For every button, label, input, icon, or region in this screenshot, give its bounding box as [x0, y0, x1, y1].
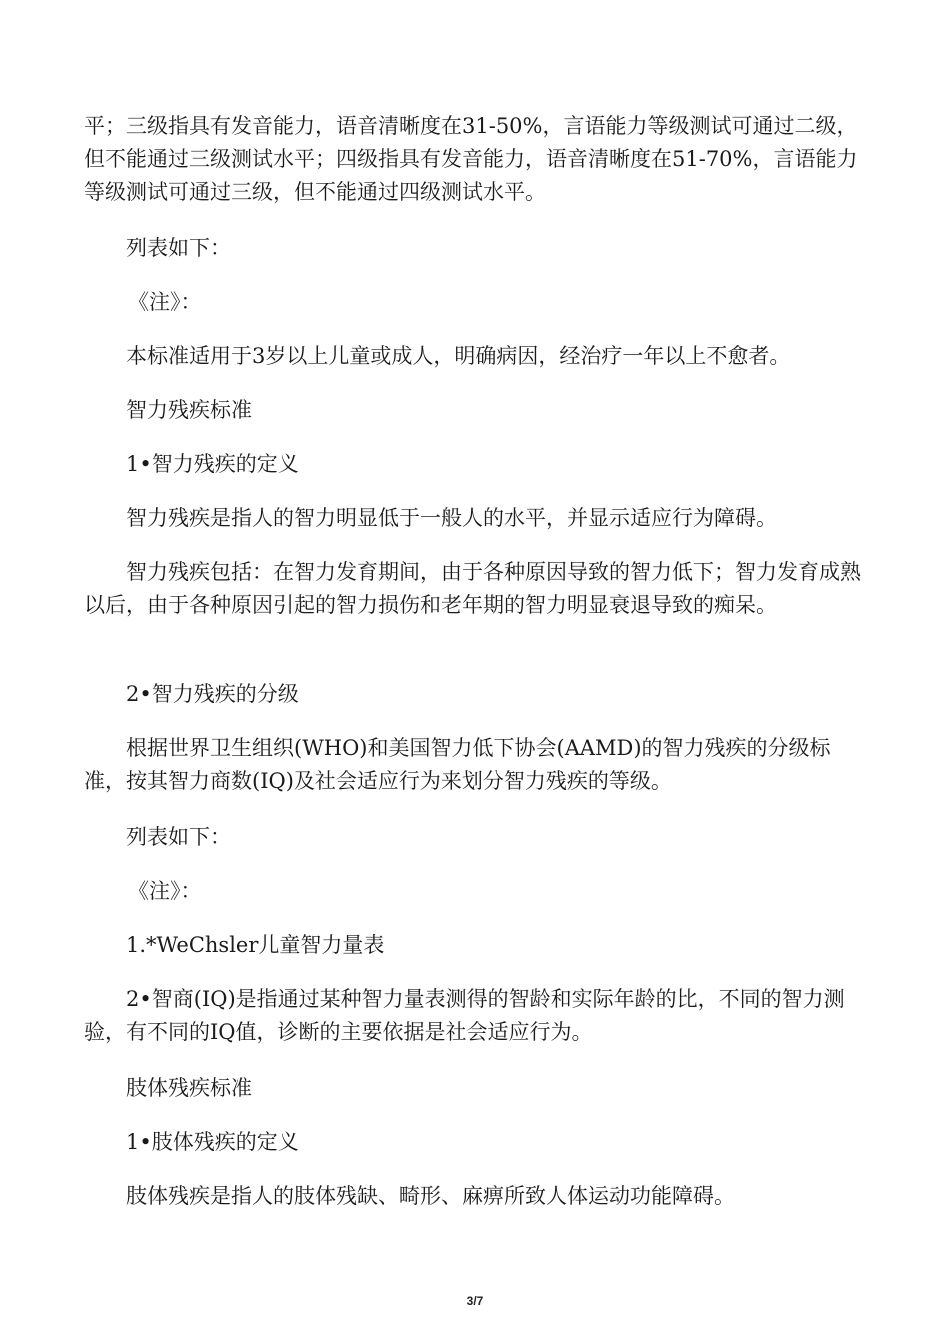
paragraph-speech-levels: 平；三级指具有发音能力，语音清晰度在31-50%，言语能力等级测试可通过二级，但不能通过三级测试水平；四级指具有发音能力，语音清晰度在51-70%，言语能力等级测试可通过三级，但不能通过四级测试水平。 — [84, 114, 858, 204]
paragraph-list-intro-2: 列表如下： — [126, 825, 231, 849]
subheading-intellectual-definition: 1•智力残疾的定义 — [126, 452, 299, 476]
paragraph-intellectual-includes: 智力残疾包括：在智力发育期间，由于各种原因导致的智力低下；智力发育成熟以后，由于各种原因引起的智力损伤和老年期的智力明显衰退导致的痴呆。 — [84, 560, 861, 617]
paragraph-note-label-2: 《注》： — [128, 879, 202, 903]
paragraph-note-iq: 2•智商(IQ)是指通过某种智力量表测得的智龄和实际年龄的比，不同的智力测验，有不同的IQ值，诊断的主要依据是社会适应行为。 — [84, 987, 845, 1044]
paragraph-grading-basis: 根据世界卫生组织(WHO)和美国智力低下协会(AAMD)的智力残疾的分级标准，按其智力商数(IQ)及社会适应行为来划分智力残疾的等级。 — [84, 736, 831, 793]
paragraph-physical-definition: 肢体残疾是指人的肢体残缺、畸形、麻痹所致人体运动功能障碍。 — [126, 1184, 735, 1208]
subheading-intellectual-grading: 2•智力残疾的分级 — [126, 682, 299, 706]
paragraph-intellectual-definition: 智力残疾是指人的智力明显低于一般人的水平，并显示适应行为障碍。 — [126, 506, 777, 530]
paragraph-standard-scope: 本标准适用于3岁以上儿童或成人，明确病因，经治疗一年以上不愈者。 — [126, 344, 791, 368]
page-number: 3/7 — [466, 1294, 484, 1308]
section-heading-physical-disability: 肢体残疾标准 — [126, 1076, 252, 1100]
section-heading-intellectual-disability: 智力残疾标准 — [126, 398, 252, 422]
subheading-physical-definition: 1•肢体残疾的定义 — [126, 1130, 299, 1154]
paragraph-list-intro-1: 列表如下： — [126, 236, 231, 260]
paragraph-note-label-1: 《注》： — [128, 290, 202, 314]
paragraph-note-wechsler: 1.*WeChsler儿童智力量表 — [126, 933, 385, 957]
